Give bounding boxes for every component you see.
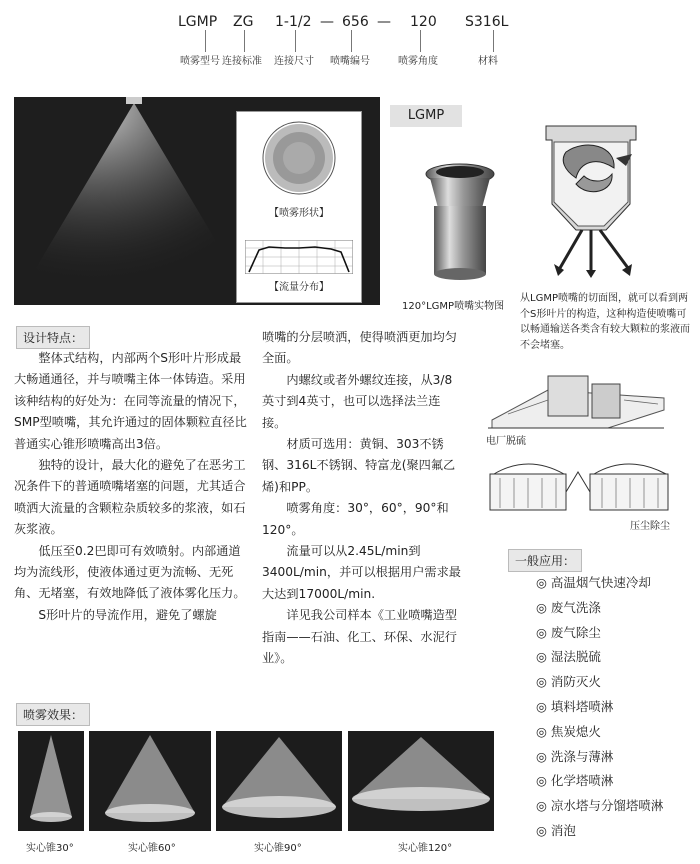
spray-cone-120 bbox=[348, 731, 494, 831]
design-col2-continuation: 喷嘴的分层喷洒，使得喷洒更加均匀全面。 bbox=[262, 330, 457, 366]
design-para-3: 低压至0.2巴即可有效喷射。内部通道均为流线形，使液体通过更为流畅、无死角、无堵塞，有效地降低了液体雾化压力。 bbox=[14, 543, 246, 601]
application-item: ◎ 洗涤与薄淋 bbox=[536, 748, 614, 764]
application-item: ◎ 消泡 bbox=[536, 822, 576, 838]
code-part-number: 656 bbox=[342, 14, 369, 30]
spray-inset bbox=[236, 111, 362, 303]
label-size: 连接尺寸 bbox=[274, 56, 314, 67]
application-item: ◎ 填料塔喷淋 bbox=[536, 698, 614, 714]
spray-cone-90 bbox=[216, 731, 342, 831]
spray-caption-90: 实心锥90° bbox=[254, 843, 302, 854]
dust-label: 压尘除尘 bbox=[630, 521, 670, 532]
spray-caption-60: 实心锥60° bbox=[128, 843, 176, 854]
design-para-9: 详见我公司样本《工业喷嘴造型指南——石油、化工、环保、水泥行业》。 bbox=[262, 608, 458, 666]
application-item: ◎ 消防灭火 bbox=[536, 674, 601, 690]
design-para-5: 内螺纹或者外螺纹连接，从3/8英寸到4英寸，也可以选择法兰连接。 bbox=[262, 372, 453, 430]
application-item: ◎ 废气除尘 bbox=[536, 624, 601, 640]
design-col2 bbox=[262, 327, 462, 670]
cutaway-caption: 从LGMP喷嘴的切面图，就可以看到两个S形叶片的构造，这种构造使喷嘴可以畅通输送各类含有较大颗粒的浆液而不会堵塞。 bbox=[520, 293, 690, 351]
code-part-standard: ZG bbox=[233, 14, 254, 30]
application-item: ◎ 化学塔喷淋 bbox=[536, 773, 614, 789]
power-plant-illustration bbox=[488, 370, 668, 432]
spray-photo-panel bbox=[14, 97, 380, 305]
design-para-2: 独特的设计，最大化的避免了在恶劣工况条件下的普通喷嘴堵塞的问题，尤其适合喷洒大流量的含颗粒杂质较多的浆液，如石灰浆液。 bbox=[14, 458, 246, 537]
label-model: 喷雾型号 bbox=[180, 56, 220, 67]
design-para-7: 喷雾角度：30°，60°，90°和120°。 bbox=[262, 501, 449, 537]
product-badge: LGMP bbox=[390, 105, 462, 127]
nozzle-photo-caption: 120°LGMP喷嘴实物图 bbox=[402, 301, 505, 312]
application-item: ◎ 焦炭熄火 bbox=[536, 723, 601, 739]
code-dash-2: — bbox=[377, 14, 391, 30]
spray-effect-heading: 喷雾效果 bbox=[23, 708, 72, 722]
design-col1 bbox=[14, 348, 248, 626]
nozzle-photo bbox=[422, 160, 498, 284]
applications-heading: 一般应用 bbox=[515, 554, 564, 568]
code-dash-1: — bbox=[320, 14, 334, 30]
design-heading: 设计特点 bbox=[23, 331, 72, 345]
spray-shape-label: 【喷雾形状】 bbox=[269, 208, 329, 219]
design-para-4: S形叶片的导流作用，避免了螺旋 bbox=[38, 607, 217, 622]
code-part-material: S316L bbox=[465, 14, 509, 30]
label-number: 喷嘴编号 bbox=[330, 56, 370, 67]
applications-list bbox=[536, 571, 663, 844]
spray-caption-30: 实心锥30° bbox=[26, 843, 74, 854]
label-material: 材料 bbox=[478, 56, 498, 67]
design-para-6: 材质可选用：黄铜、303不锈钢、316L不锈钢、特富龙(聚四氟乙烯)和PP。 bbox=[262, 437, 456, 494]
flow-distribution-label: 【流量分布】 bbox=[269, 282, 329, 293]
spray-shape-diagram bbox=[261, 120, 337, 196]
spray-cone-30 bbox=[18, 731, 84, 831]
code-part-size: 1-1/2 bbox=[275, 14, 312, 30]
spray-cone-60 bbox=[89, 731, 211, 831]
application-item: ◎ 湿法脱硫 bbox=[536, 649, 601, 665]
flow-distribution-chart bbox=[245, 240, 353, 274]
plant-label: 电厂脱硫 bbox=[486, 436, 526, 447]
design-para-1: 整体式结构，内部两个S形叶片形成最大畅通通径，并与喷嘴主体一体铸造。采用该种结构的好处为：在同等流量的情况下，SMP型喷嘴，其允许通过的固体颗粒直径比普通实心锥形喷嘴高出3倍。 bbox=[14, 351, 247, 451]
spray-effect-heading-box: 喷雾效果： bbox=[16, 703, 90, 726]
design-para-8: 流量可以从2.45L/min到3400L/min，并可以根据用户需求最大达到17000L/min. bbox=[262, 544, 461, 601]
label-angle: 喷雾角度 bbox=[398, 56, 438, 67]
spray-caption-120: 实心锥120° bbox=[398, 843, 453, 854]
design-heading-box: 设计特点： bbox=[16, 326, 90, 349]
application-item: ◎ 高温烟气快速冷却 bbox=[536, 575, 651, 590]
applications-heading-box: 一般应用： bbox=[508, 549, 582, 572]
application-item: ◎ 凉水塔与分馏塔喷淋 bbox=[536, 798, 664, 814]
code-part-angle: 120 bbox=[410, 14, 437, 30]
code-part-model: LGMP bbox=[178, 14, 218, 30]
label-standard: 连接标准 bbox=[222, 56, 262, 67]
application-item: ◎ 废气洗涤 bbox=[536, 599, 601, 615]
nozzle-cutaway bbox=[536, 118, 648, 278]
dust-suppression-illustration bbox=[486, 452, 674, 514]
